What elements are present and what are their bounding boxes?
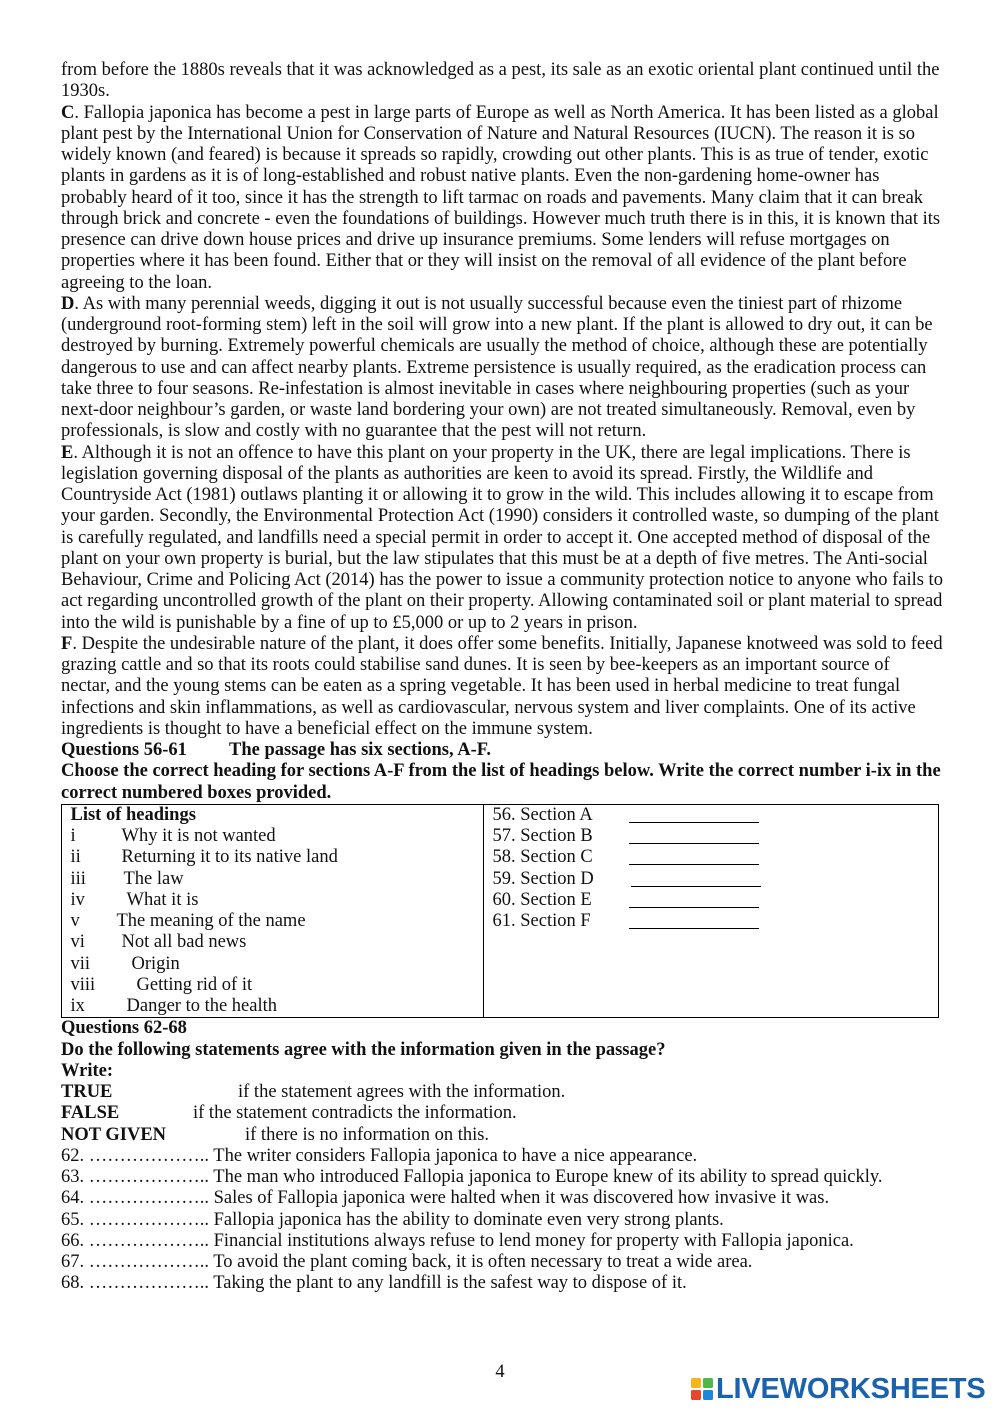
answer-boxes <box>484 805 939 1018</box>
answer-row-57 <box>493 826 939 847</box>
heading-item <box>71 826 483 847</box>
heading-item <box>71 975 483 996</box>
heading-numeral: vi <box>70 932 85 953</box>
heading-numeral: vii <box>70 953 91 974</box>
heading-item <box>71 911 483 932</box>
heading-item <box>71 890 483 911</box>
question-statement: Sales of Fallopia japonica were halted when it was discovered how invasive it was. <box>213 1188 830 1209</box>
answer-58-label: 58. Section C <box>492 847 593 868</box>
key-row-true <box>61 1082 943 1103</box>
liveworksheets-logo-text: LIVEWORKSHEETS <box>716 1373 986 1405</box>
question-number: 66. <box>61 1230 85 1251</box>
answer-row-58 <box>493 847 939 868</box>
answer-60-label: 60. Section E <box>492 889 592 910</box>
answer-56-label: 56. Section A <box>492 804 593 825</box>
answer-64-blank[interactable]: ……………….. <box>88 1188 209 1209</box>
answer-61-box[interactable] <box>629 913 759 929</box>
section-c-label: C <box>61 102 75 123</box>
question-statement: Fallopia japonica has the ability to dominate even very strong plants. <box>213 1209 724 1230</box>
answer-row-56 <box>493 805 939 826</box>
headings-list-title: List of headings <box>70 804 196 825</box>
answer-67-blank[interactable]: ……………….. <box>88 1252 209 1272</box>
heading-text: Why it is not wanted <box>121 826 276 846</box>
heading-numeral: iv <box>70 889 85 910</box>
question-statement: The man who introduced Fallopia japonica to Europe knew of its ability to spread quickly. <box>213 1167 883 1187</box>
heading-item <box>71 996 483 1017</box>
question-number: 67. <box>61 1252 85 1272</box>
headings-list <box>62 805 484 1018</box>
section-e-label: E <box>61 442 74 463</box>
heading-item <box>71 932 483 953</box>
answer-56-box[interactable] <box>629 807 759 823</box>
key-meaning: if the statement contradicts the information. <box>193 1103 517 1124</box>
answer-60-box[interactable] <box>629 892 759 908</box>
heading-item <box>71 847 483 868</box>
key-term: FALSE <box>61 1103 120 1124</box>
question-number: 68. <box>61 1273 85 1294</box>
key-row-not-given <box>61 1125 943 1146</box>
worksheet-content <box>61 60 943 1295</box>
answer-57-label: 57. Section B <box>492 826 593 846</box>
heading-text: The law <box>123 868 184 889</box>
question-number: 64. <box>61 1188 85 1209</box>
answer-65-blank[interactable]: ……………….. <box>88 1209 209 1230</box>
logo-square <box>691 1390 701 1400</box>
heading-numeral: v <box>70 911 80 931</box>
answer-row-60 <box>493 890 939 911</box>
passage-intro: from before the 1880s reveals that it was acknowledged as a pest, its sale as an exotic oriental plant continued until the 1930s. <box>61 60 940 102</box>
question-statement: Financial institutions always refuse to lend money for property with Fallopia japonica. <box>213 1230 854 1251</box>
question-64 <box>61 1188 943 1209</box>
key-term: TRUE <box>61 1082 113 1102</box>
key-row-false <box>61 1103 943 1124</box>
heading-text: Origin <box>131 953 180 974</box>
question-statement: To avoid the plant coming back, it is often necessary to treat a wide area. <box>213 1252 753 1272</box>
heading-text: Danger to the health <box>126 996 278 1016</box>
question-63 <box>61 1167 943 1188</box>
section-d-paragraph <box>61 294 943 443</box>
heading-numeral: iii <box>70 868 86 889</box>
heading-item <box>71 869 483 890</box>
answer-61-label: 61. Section F <box>492 911 591 931</box>
heading-numeral: ii <box>70 847 81 868</box>
heading-numeral: viii <box>70 974 96 995</box>
heading-text: Not all bad news <box>121 932 247 953</box>
answer-58-box[interactable] <box>629 849 759 865</box>
logo-square <box>691 1378 701 1388</box>
answer-59-box[interactable] <box>631 871 761 887</box>
liveworksheets-logo-icon <box>691 1378 713 1400</box>
question-65 <box>61 1210 943 1231</box>
heading-numeral: ix <box>70 996 85 1016</box>
question-67 <box>61 1252 943 1273</box>
heading-text: Returning it to its native land <box>121 847 338 868</box>
questions-56-61-title: Questions 56-61 <box>61 740 187 760</box>
answer-68-blank[interactable]: ……………….. <box>88 1273 209 1294</box>
section-c-paragraph <box>61 103 943 294</box>
section-c-text: . Fallopia japonica has become a pest in large parts of Europe as well as North America. It has been listed as a global plant pest by the International Union for Conservation of Nature and Natural Resources (IUCN). The reason it is so widely known (and feared) is because it spreads so rapidly, crowding out other plants. This is as true of tender, exotic plants in gardens as it is of long-established and robust native plants. Even the non-gardening home-owner has probably heard of it too, since it has the strength to lift tarmac on roads and pavements. Many claim that it can break through brick and concrete - even the foundations of buildings. However much truth there is in this, it is known that its presence can drive down house prices and drive up insurance premiums. Some lenders will refuse mortgages on properties where it has been found. Either that or they will insist on the removal of all evidence of the plant before agreeing to the loan. <box>61 102 941 293</box>
heading-text: The meaning of the name <box>116 911 306 931</box>
question-number: 63. <box>61 1167 85 1187</box>
heading-text: Getting rid of it <box>136 974 253 995</box>
answer-57-box[interactable] <box>629 828 759 844</box>
answer-59-label: 59. Section D <box>492 868 594 889</box>
answer-62-blank[interactable]: ……………….. <box>88 1145 209 1166</box>
question-68 <box>61 1273 943 1294</box>
logo-square <box>703 1390 713 1400</box>
question-66 <box>61 1231 943 1252</box>
heading-item <box>71 954 483 975</box>
key-meaning: if there is no information on this. <box>245 1124 490 1145</box>
section-f-text: . Despite the undesirable nature of the plant, it does offer some benefits. Initially, Japanese knotweed was sold to feed grazing cattle and so that its roots could stabilise sand dunes. It is seen by bee-keepers as an important source of nectar, and the young stems can be eaten as a spring vegetable. It has been used in herbal medicine to treat fungal infections and skin inflammations, as well as cardiovascular, nervous system and liver complaints. One of its active ingredients is thought to have a beneficial effect on the immune system. <box>61 633 943 739</box>
heading-text: What it is <box>126 889 199 910</box>
questions-56-61-instructions: Choose the correct heading for sections A-F from the list of headings below. Write the correct number i-ix in the correct numbered boxes provided. <box>61 761 941 803</box>
section-d-text: . As with many perennial weeds, digging it out is not usually successful because even the tiniest part of rhizome (underground root-forming stem) left in the soil will grow into a new plant. If the plant is allowed to dry out, it can be destroyed by burning. Extremely powerful chemicals are usually the method of choice, although these are potentially dangerous to use and can affect nearby plants. Extreme persistence is usually required, as the eradication process can take three to four seasons. Re-infestation is almost inevitable in cases where neighbouring properties (such as your next-door neighbour’s garden, or waste land bordering your own) are not treated simultaneously. Removal, even by professionals, is slow and costly with no guarantee that the pest will not return. <box>61 293 933 442</box>
write-label: Write: <box>61 1060 114 1081</box>
answer-row-61 <box>493 911 939 932</box>
logo-square <box>703 1378 713 1388</box>
key-term: NOT GIVEN <box>61 1124 167 1145</box>
question-number: 65. <box>61 1209 85 1230</box>
section-d-label: D <box>61 293 75 314</box>
section-f-label: F <box>61 633 73 654</box>
section-e-paragraph <box>61 443 943 634</box>
questions-56-61-subtitle: The passage has six sections, A-F. <box>229 740 491 760</box>
key-meaning: if the statement agrees with the information. <box>238 1082 566 1102</box>
question-62 <box>61 1146 943 1167</box>
heading-numeral: i <box>70 826 76 846</box>
section-f-paragraph <box>61 634 943 740</box>
page-number: 4 <box>495 1362 505 1382</box>
answer-66-blank[interactable]: ……………….. <box>88 1230 209 1251</box>
section-e-text: . Although it is not an offence to have this plant on your property in the UK, there are legal implications. There is legislation governing disposal of the plants as authorities are keen to avoid its spread. Firstly, the Wildlife and Countryside Act (1981) outlaws planting it or allowing it to grow in the wild. This includes allowing it to escape from your garden. Secondly, the Environmental Protection Act (1990) considers it controlled waste, so dumping of the plant is carefully regulated, and landfills need a special permit in order to accept it. One accepted method of disposal of the plant on your own property is burial, but the law stipulates that this must be at a depth of five metres. The Anti-social Behaviour, Crime and Policing Act (2014) has the power to issue a community protection notice to anyone who fails to act regarding uncontrolled growth of the plant on their property. Allowing contaminated soil or plant material to spread into the wild is punishable by a fine of up to £5,000 or up to 2 years in prison. <box>61 442 943 633</box>
questions-62-68-instructions: Do the following statements agree with the information given in the passage? <box>61 1039 666 1060</box>
answer-row-59 <box>493 869 939 890</box>
question-statement: Taking the plant to any landfill is the safest way to dispose of it. <box>213 1273 687 1294</box>
answer-63-blank[interactable]: ……………….. <box>88 1167 209 1187</box>
questions-62-68-title: Questions 62-68 <box>61 1018 187 1039</box>
headings-table <box>61 804 939 1019</box>
question-statement: The writer considers Fallopia japonica to have a nice appearance. <box>213 1145 698 1166</box>
questions-56-61-header <box>61 740 943 761</box>
question-number: 62. <box>61 1145 85 1166</box>
